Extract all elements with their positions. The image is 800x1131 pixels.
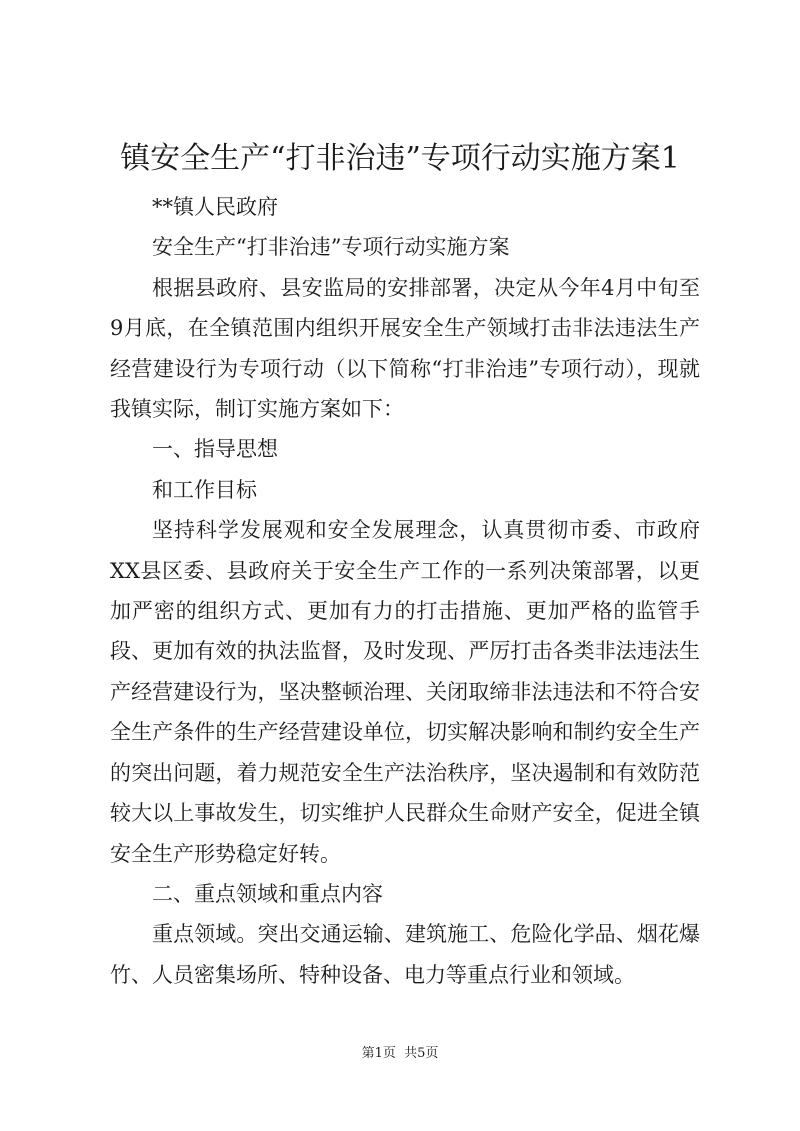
section-heading-guiding-ideology: 一、指导思想 bbox=[152, 437, 278, 462]
page-footer: 第1页 共5页 bbox=[361, 1046, 439, 1061]
document-title: 镇安全生产“打非治违”专项行动实施方案1 bbox=[120, 141, 680, 176]
issuer-line: **镇人民政府 bbox=[152, 195, 278, 219]
section-heading-key-areas: 二、重点领域和重点内容 bbox=[152, 881, 383, 906]
key-areas-paragraph: 重点领域。突出交通运输、建筑施工、危险化学品、烟花爆竹、人员密集场所、特种设备、电力等重点行业和领域。 bbox=[110, 922, 700, 987]
plan-subtitle: 安全生产“打非治违”专项行动实施方案 bbox=[152, 235, 510, 260]
guiding-ideology-paragraph: 坚持科学发展观和安全发展理念，认真贯彻市委、市政府XX县区委、县政府关于安全生产工作的一系列决策部署，以更加严密的组织方式、更加有力的打击措施、更加严格的监管手段、更加有效的执法监督，及时发现、严厉打击各类非法违法生产经营建设行为，坚决整顿治理、关闭取缔非法违法和不符合安全生产条件的生产经营建设单位，切实解决影响和制约安全生产的突出问题，着力规范安全生产法治秩序，坚决遏制和有效防范较大以上事故发生，切实维护人民群众生命财产安全，促进全镇安全生产形势稳定好转。 bbox=[110, 518, 700, 866]
section-heading-work-goals: 和工作目标 bbox=[152, 477, 257, 502]
document-body bbox=[110, 187, 700, 995]
intro-paragraph: 根据县政府、县安监局的安排部署，决定从今年4月中旬至9月底，在全镇范围内组织开展安全生产领域打击非法违法生产经营建设行为专项行动（以下简称“打非治违”专项行动），现就我镇实际，制订实施方案如下： bbox=[110, 275, 700, 422]
